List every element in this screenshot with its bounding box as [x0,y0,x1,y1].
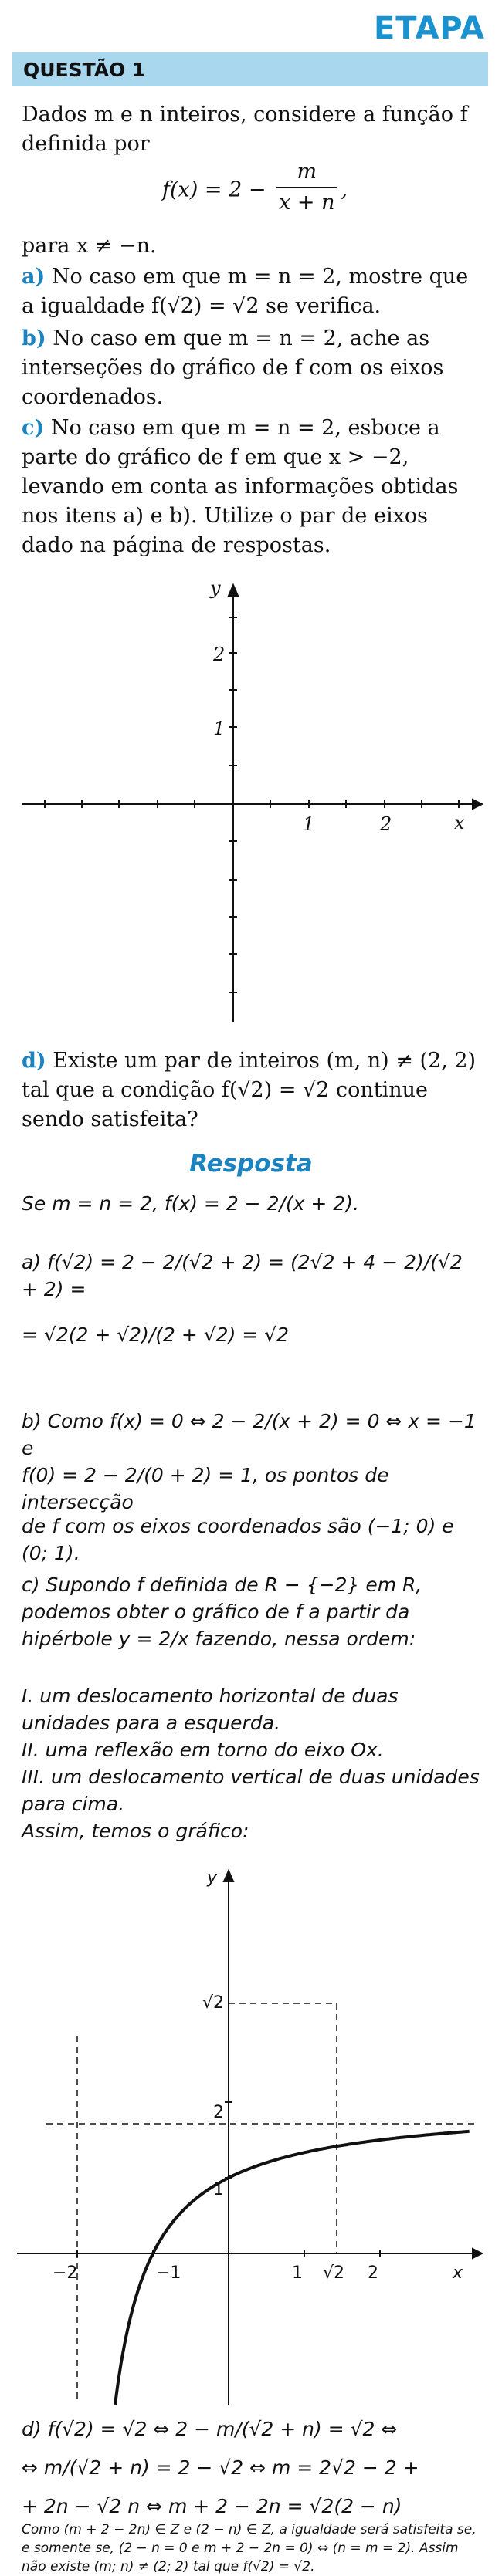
answer-a2: = √2(2 + √2)/(2 + √2) = √2 [22,1323,290,1346]
answer-c-ii: II. uma reflexão em torno do eixo Ox. [22,1739,384,1761]
item-c-text: No caso em que m = n = 2, esboce a parte do gráfico de f em que x > −2, levando em conta as informações obtidas nos itens a) e b). Utilize o par de eixos dado na página de respostas. [22,416,459,557]
item-d-text: Existe um par de inteiros (m, n) ≠ (2, 2) tal que a condição f(√2) = √2 continue sendo satisfeita? [22,1049,477,1131]
blank-axes-graph [0,563,502,1042]
answer-d4-d5 [22,2520,482,2576]
blank-x-label: x [454,812,465,833]
answer-d4: Como (m + 2 − 2n) ∈ Z e (2 − n) ∈ Z, a igualdade será satisfeita se, e somente se, (2 − n = 0 e m + 2 − 2n = 0) ⇔ (n = m = 2). [22,2522,477,2556]
answer-tick-1: 1 [292,2263,303,2283]
answer-x-label: x [453,2263,463,2283]
question-header [12,52,488,86]
item-a-text: No caso em que m = n = 2, mostre que a igualdade f(√2) = √2 se verifica. [22,265,469,318]
item-b [22,324,482,412]
answer-d2: ⇔ m/(√2 + n) = 2 − √2 ⇔ m = 2√2 − 2 + [22,2456,419,2479]
answer-ytick-1: 1 [213,2180,224,2199]
item-c [22,414,482,560]
blank-tick-x2: 2 [380,813,392,835]
answer-x-arrow [473,2249,482,2258]
answer-a1: a) f(√2) = 2 − 2/(√2 + 2) = (2√2 + 4 − 2)/(√2 + 2) = [22,1251,463,1300]
blank-y-arrow [229,585,238,596]
blank-tick-y2: 2 [213,644,226,665]
answer-title: Resposta [189,1150,313,1178]
item-d [22,1046,482,1134]
answer-tick-sqrt2: √2 [323,2263,345,2283]
function-denominator: x + n [279,191,335,215]
item-b-text: No caso em que m = n = 2, ache as interseções do gráfico de f com os eixos coordenados. [22,326,444,409]
answer-graph [0,1852,502,2408]
function-lhs: f(x) = 2 − [162,177,266,202]
function-numerator: m [276,157,337,188]
answer-b2: f(0) = 2 − 2/(0 + 2) = 1, os pontos de intersecção [22,1464,389,1513]
answer-tick-2: 2 [368,2263,378,2283]
answer-y-arrow [224,1871,233,1881]
answer-c-end: Assim, temos o gráfico: [22,1820,249,1842]
statement-intro: Dados m e n inteiros, considere a função f definida por [22,103,468,156]
answer-c-i: I. um deslocamento horizontal de duas unidades para a esquerda. [22,1685,399,1734]
answer-c1: c) Supondo f definida de R − {−2} em R, podemos obter o gráfico de f a partir da hipérbole y = 2/x fazendo, nessa ordem: [22,1574,422,1650]
blank-tick-x1: 1 [303,813,315,835]
blank-tick-y1: 1 [213,718,226,739]
answer-tick-neg2: −2 [53,2263,78,2283]
blank-y-label: y [210,577,221,599]
blank-x-arrow [473,800,482,809]
question-title: QUESTÃO 1 [23,59,146,81]
function-fraction [276,157,337,218]
answer-c-iii: III. um deslocamento vertical de duas unidades para cima. [22,1766,480,1815]
answer-d5: Assim não existe (m; n) ≠ (2; 2) tal que f(√2) = √2. [22,2541,459,2574]
answer-line1: Se m = n = 2, f(x) = 2 − 2/(x + 2). [22,1192,359,1215]
answer-b3: de f com os eixos coordenados são (−1; 0) e (0; 1). [22,1515,454,1564]
item-d-label: d) [22,1049,46,1073]
item-a-label: a) [22,265,46,289]
answer-ytick-2: 2 [213,2103,224,2122]
brand-logo: ETAPA [373,11,485,46]
answer-d3: + 2n − √2 n ⇔ m + 2 − 2n = √2(2 − n) [22,2495,402,2517]
answer-d1: d) f(√2) = √2 ⇔ 2 − m/(√2 + n) = √2 ⇔ [22,2418,398,2440]
item-b-label: b) [22,326,46,350]
statement-domain: para x ≠ −n. [22,234,157,258]
answer-ytick-sqrt2: √2 [202,1993,225,2013]
answer-b1: b) Como f(x) = 0 ⇔ 2 − 2/(x + 2) = 0 ⇔ x = −1 e [22,1410,477,1459]
item-a [22,262,482,321]
answer-y-label: y [207,1868,218,1888]
function-tail: , [341,177,348,202]
function-definition [162,161,394,221]
answer-tick-neg1: −1 [156,2263,181,2283]
item-c-label: c) [22,416,45,440]
